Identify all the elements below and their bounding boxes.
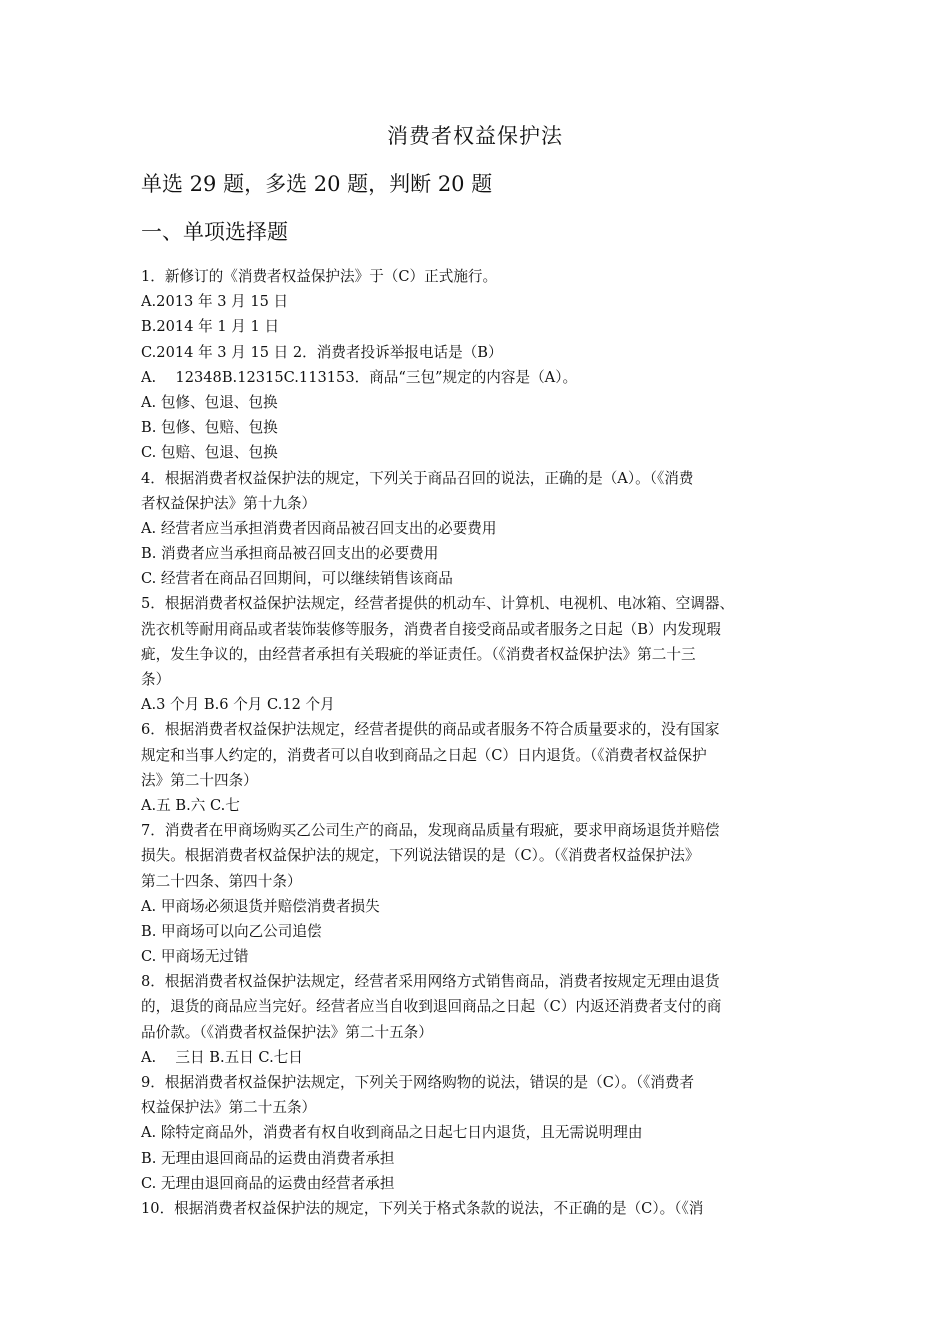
text-line: 8．根据消费者权益保护法规定，经营者采用网络方式销售商品，消费者按规定无理由退货 <box>141 973 720 991</box>
text-line: A. 包修、包退、包换 <box>141 393 278 411</box>
text-line: 5．根据消费者权益保护法规定，经营者提供的机动车、计算机、电视机、电冰箱、空调器、 <box>141 595 735 613</box>
text-line: A. 甲商场必须退货并赔偿消费者损失 <box>141 897 380 915</box>
text-line: C. 无理由退回商品的运费由经营者承担 <box>141 1174 395 1192</box>
text-line: 规定和当事人约定的，消费者可以自收到商品之日起（C）日内退货。（《消费者权益保护 <box>141 746 707 764</box>
text-line: 9．根据消费者权益保护法规定，下列关于网络购物的说法，错误的是（C）。（《消费者 <box>141 1074 695 1091</box>
text-line: 7．消费者在甲商场购买乙公司生产的商品，发现商品质量有瑕疵，要求甲商场退货并赔偿 <box>141 822 720 840</box>
text-line: B. 消费者应当承担商品被召回支出的必要费用 <box>141 545 439 563</box>
document-body <box>141 264 821 1221</box>
text-line: 权益保护法》第二十五条） <box>141 1099 317 1117</box>
text-line: A.2013 年 3 月 15 日 <box>141 293 289 311</box>
text-line: A. 除特定商品外，消费者有权自收到商品之日起七日内退货，且无需说明理由 <box>141 1124 643 1142</box>
text-line: 的，退货的商品应当完好。经营者应当自收到退回商品之日起（C）内返还消费者支付的商 <box>141 998 722 1016</box>
text-line: 第二十四条、第四十条） <box>141 872 302 890</box>
text-line: 6．根据消费者权益保护法规定，经营者提供的商品或者服务不符合质量要求的，没有国家 <box>141 721 720 739</box>
text-line: 损失。根据消费者权益保护法的规定，下列说法错误的是（C）。（《消费者权益保护法》 <box>141 847 700 865</box>
text-line: A. 12348B.12315C.113153．商品“三包”规定的内容是（A）。 <box>141 368 578 386</box>
text-line: 1．新修订的《消费者权益保护法》于（C）正式施行。 <box>141 268 498 285</box>
text-line: 品价款。（《消费者权益保护法》第二十五条） <box>141 1023 433 1041</box>
text-line: B. 包修、包赔、包换 <box>141 419 278 437</box>
text-line: 者权益保护法》第十九条） <box>141 494 317 512</box>
text-line: C. 甲商场无过错 <box>141 948 249 966</box>
text-line: A. 三日 B.五日 C.七日 <box>141 1048 303 1066</box>
text-line: 10．根据消费者权益保护法的规定，下列关于格式条款的说法，不正确的是（C）。（《消 <box>141 1199 704 1217</box>
text-line: 条） <box>141 671 171 688</box>
text-line: B. 无理由退回商品的运费由消费者承担 <box>141 1149 395 1167</box>
text-line: A.3 个月 B.6 个月 C.12 个月 <box>141 696 335 714</box>
text-line: 疵，发生争议的，由经营者承担有关瑕疵的举证责任。（《消费者权益保护法》第二十三 <box>141 645 696 663</box>
text-line: 4．根据消费者权益保护法的规定，下列关于商品召回的说法，正确的是（A）。（《消费 <box>141 469 694 487</box>
text-line: 洗衣机等耐用商品或者装饰装修等服务，消费者自接受商品或者服务之日起（B）内发现瑕 <box>141 620 721 638</box>
text-line: C. 经营者在商品召回期间，可以继续销售该商品 <box>141 570 453 588</box>
text-line: B.2014 年 1 月 1 日 <box>141 318 280 336</box>
text-line: A.五 B.六 C.七 <box>141 796 240 814</box>
document-title: 消费者权益保护法 <box>387 124 563 148</box>
text-line: A. 经营者应当承担消费者因商品被召回支出的必要费用 <box>141 519 497 537</box>
text-line: C. 包赔、包退、包换 <box>141 444 278 462</box>
document-subtitle: 单选 29 题，多选 20 题，判断 20 题 <box>141 172 493 196</box>
text-line: 法》第二十四条） <box>141 771 258 789</box>
text-line: C.2014 年 3 月 15 日 2．消费者投诉举报电话是（B） <box>141 343 503 361</box>
text-line: B. 甲商场可以向乙公司追偿 <box>141 922 322 940</box>
section-heading: 一、单项选择题 <box>141 220 288 244</box>
